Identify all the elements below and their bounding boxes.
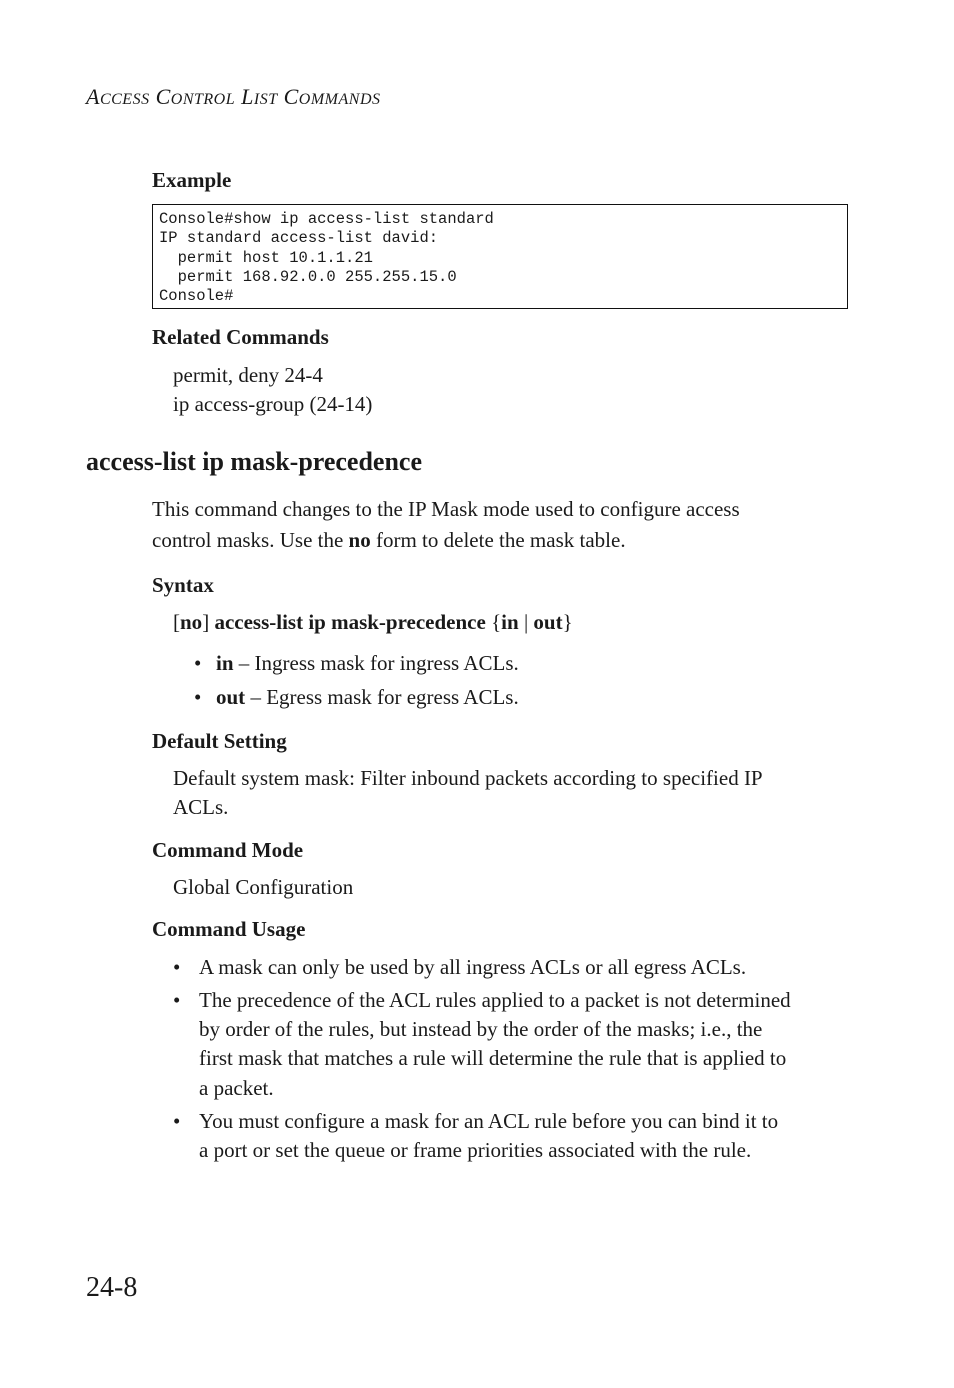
code-line: IP standard access-list david: <box>159 229 439 248</box>
syntax-token: | <box>523 610 529 634</box>
command-mode-value: Global Configuration <box>173 875 354 899</box>
usage-line: first mask that matches a rule will determine the rule that is applied to <box>199 1046 787 1071</box>
param-desc: – Egress mask for egress ACLs. <box>245 685 519 709</box>
code-example-box <box>152 204 848 309</box>
usage-line: by order of the rules, but instead by the order of the masks; i.e., the <box>199 1017 763 1042</box>
related-command-link[interactable]: permit, deny 24-4 <box>173 363 323 387</box>
description-line <box>152 525 832 556</box>
syntax-line <box>173 608 573 637</box>
default-setting-heading: Default Setting <box>152 729 287 753</box>
page-number: 24-8 <box>86 1272 138 1303</box>
usage-line: A mask can only be used by all ingress ACLs or all egress ACLs. <box>199 955 747 979</box>
section-title: access-list ip mask-precedence <box>86 447 423 476</box>
running-head-part: C <box>283 84 299 109</box>
bullet: • <box>173 955 181 979</box>
syntax-token: } <box>562 610 573 634</box>
description-line: This command changes to the IP Mask mode used to configure access <box>152 497 740 521</box>
usage-line: a packet. <box>199 1075 274 1100</box>
usage-list-item <box>173 953 853 983</box>
usage-line: The precedence of the ACL rules applied to a packet is not determined <box>199 988 791 1012</box>
keyword-no: no <box>348 528 371 552</box>
command-mode-heading: Command Mode <box>152 838 304 862</box>
syntax-heading: Syntax <box>152 573 214 597</box>
syntax-token: ] <box>202 610 210 634</box>
running-head-part: ONTROL <box>170 91 236 108</box>
usage-list-item <box>173 986 853 1106</box>
bullet: • <box>194 651 202 675</box>
param-name: out <box>216 685 246 709</box>
code-line: Console#show ip access-list standard <box>159 210 494 228</box>
default-setting-line: ACLs. <box>173 795 229 819</box>
syntax-keyword: no <box>180 610 203 634</box>
syntax-command: access-list ip mask-precedence <box>214 610 486 634</box>
related-commands-heading: Related Commands <box>152 325 329 349</box>
example-heading: Example <box>152 168 232 192</box>
running-head-part: L <box>241 84 254 109</box>
default-setting-text <box>173 764 843 822</box>
bullet: • <box>173 988 181 1012</box>
running-head <box>86 84 381 110</box>
description-text: form to delete the mask table. <box>370 528 626 552</box>
syntax-keyword: out <box>533 610 563 634</box>
syntax-keyword: in <box>501 610 519 634</box>
syntax-token: [ <box>173 610 180 634</box>
default-setting-line: Default system mask: Filter inbound packets according to specified IP <box>173 766 763 790</box>
syntax-token: { <box>491 610 502 634</box>
code-line: permit 168.92.0.0 255.255.15.0 <box>159 267 457 286</box>
running-head-part: A <box>86 84 100 109</box>
running-head-part: CCESS <box>99 91 150 108</box>
description-text: control masks. Use the <box>152 528 349 552</box>
bullet: • <box>194 685 202 709</box>
running-head-part: C <box>155 84 171 109</box>
usage-line: You must configure a mask for an ACL rule before you can bind it to <box>199 1109 779 1133</box>
running-head-part: IST <box>253 91 278 108</box>
param-desc: – Ingress mask for ingress ACLs. <box>233 651 519 675</box>
code-line: permit host 10.1.1.21 <box>159 248 373 267</box>
command-description <box>152 494 832 556</box>
usage-line: a port or set the queue or frame priorities associated with the rule. <box>199 1138 752 1163</box>
running-head-part: OMMANDS <box>298 91 381 108</box>
code-line: Console# <box>159 287 234 306</box>
bullet: • <box>173 1109 181 1133</box>
usage-list-item <box>173 1107 853 1167</box>
param-name: in <box>216 651 234 675</box>
related-command-link[interactable]: ip access-group (24-14) <box>173 392 373 416</box>
command-usage-heading: Command Usage <box>152 917 306 941</box>
